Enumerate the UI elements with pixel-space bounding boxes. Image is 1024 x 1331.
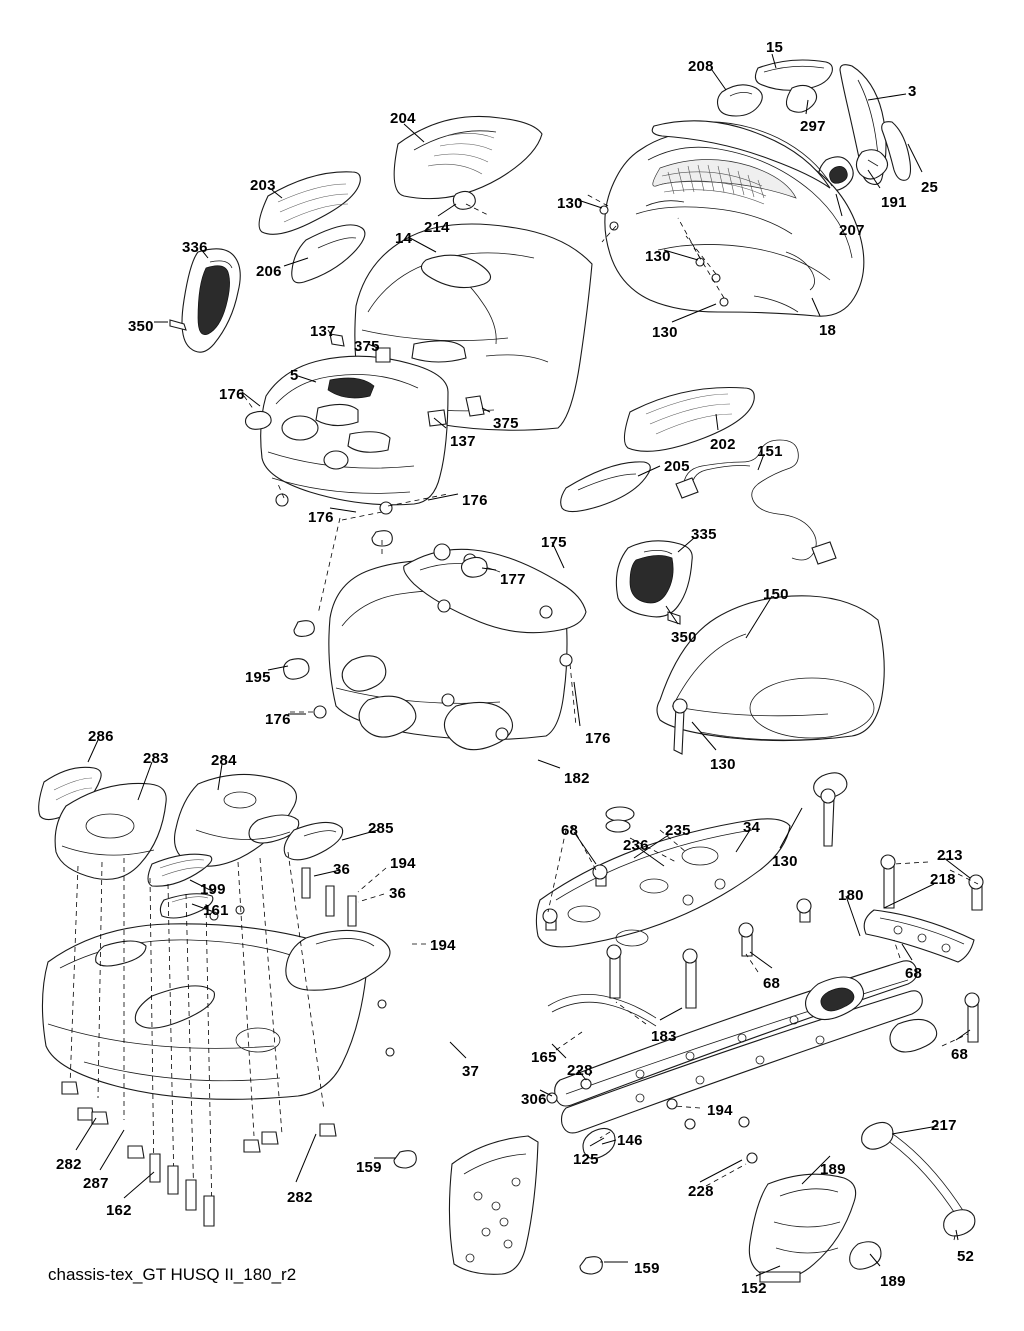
callout-282: 282 [56, 1156, 82, 1173]
callout-195: 195 [245, 669, 271, 686]
callout-183: 183 [651, 1028, 677, 1045]
callout-204: 204 [390, 110, 416, 127]
callout-180: 180 [838, 887, 864, 904]
callout-350: 350 [671, 629, 697, 646]
callout-36: 36 [389, 885, 407, 902]
callout-189: 189 [880, 1273, 906, 1290]
callout-375: 375 [493, 415, 519, 432]
callout-165: 165 [531, 1049, 557, 1066]
callout-284: 284 [211, 752, 237, 769]
callout-176: 176 [585, 730, 611, 747]
callout-5: 5 [290, 367, 299, 384]
callout-205: 205 [664, 458, 690, 475]
chassis-right-group [382, 807, 983, 1282]
callout-285: 285 [368, 820, 394, 837]
callout-202: 202 [710, 436, 736, 453]
callout-297: 297 [800, 118, 826, 135]
callout-336: 336 [182, 239, 208, 256]
callout-208: 208 [688, 58, 714, 75]
callout-15: 15 [766, 39, 784, 56]
hood-assembly-group [586, 60, 911, 316]
callout-130: 130 [557, 195, 583, 212]
callout-282: 282 [287, 1189, 313, 1206]
diagram-caption: chassis-tex_GT HUSQ II_180_r2 [48, 1265, 297, 1284]
callout-52: 52 [957, 1248, 975, 1265]
callout-206: 206 [256, 263, 282, 280]
callout-36: 36 [333, 861, 351, 878]
callout-68: 68 [951, 1046, 969, 1063]
callout-175: 175 [541, 534, 567, 551]
callout-217: 217 [931, 1117, 957, 1134]
callout-176: 176 [219, 386, 245, 403]
callout-68: 68 [561, 822, 579, 839]
callout-130: 130 [645, 248, 671, 265]
callout-228: 228 [567, 1062, 593, 1079]
callout-125: 125 [573, 1151, 599, 1168]
callout-130: 130 [710, 756, 736, 773]
callout-176: 176 [462, 492, 488, 509]
callout-176: 176 [265, 711, 291, 728]
callout-68: 68 [905, 965, 923, 982]
callout-287: 287 [83, 1175, 109, 1192]
callout-350: 350 [128, 318, 154, 335]
callout-137: 137 [310, 323, 336, 340]
callout-25: 25 [921, 179, 939, 196]
callout-162: 162 [106, 1202, 132, 1219]
fender-body-group [284, 518, 586, 750]
callout-189: 189 [820, 1161, 846, 1178]
callout-137: 137 [450, 433, 476, 450]
callout-146: 146 [617, 1132, 643, 1149]
callout-191: 191 [881, 194, 907, 211]
callout-34: 34 [743, 819, 761, 836]
callout-159: 159 [634, 1260, 660, 1277]
callout-151: 151 [757, 443, 783, 460]
callout-194: 194 [707, 1102, 733, 1119]
callout-3: 3 [908, 83, 917, 100]
callout-161: 161 [203, 902, 229, 919]
callout-235: 235 [665, 822, 691, 839]
callout-306: 306 [521, 1091, 547, 1108]
callout-177: 177 [500, 571, 526, 588]
callout-203: 203 [250, 177, 276, 194]
callout-228: 228 [688, 1183, 714, 1200]
callout-207: 207 [839, 222, 865, 239]
callout-286: 286 [88, 728, 114, 745]
callout-176: 176 [308, 509, 334, 526]
callout-18: 18 [819, 322, 837, 339]
callout-375: 375 [354, 338, 380, 355]
callout-159: 159 [356, 1159, 382, 1176]
callout-68: 68 [763, 975, 781, 992]
callout-182: 182 [564, 770, 590, 787]
callout-283: 283 [143, 750, 169, 767]
callout-199: 199 [200, 881, 226, 898]
callout-37: 37 [462, 1063, 480, 1080]
right-mid-group [561, 388, 885, 847]
callout-130: 130 [772, 853, 798, 870]
callout-14: 14 [395, 230, 413, 247]
callout-194: 194 [390, 855, 416, 872]
callout-218: 218 [930, 871, 956, 888]
callout-152: 152 [741, 1280, 767, 1297]
callout-335: 335 [691, 526, 717, 543]
callout-213: 213 [937, 847, 963, 864]
callout-236: 236 [623, 837, 649, 854]
callout-194: 194 [430, 937, 456, 954]
callout-130: 130 [652, 324, 678, 341]
callout-214: 214 [424, 219, 450, 236]
callout-150: 150 [763, 586, 789, 603]
